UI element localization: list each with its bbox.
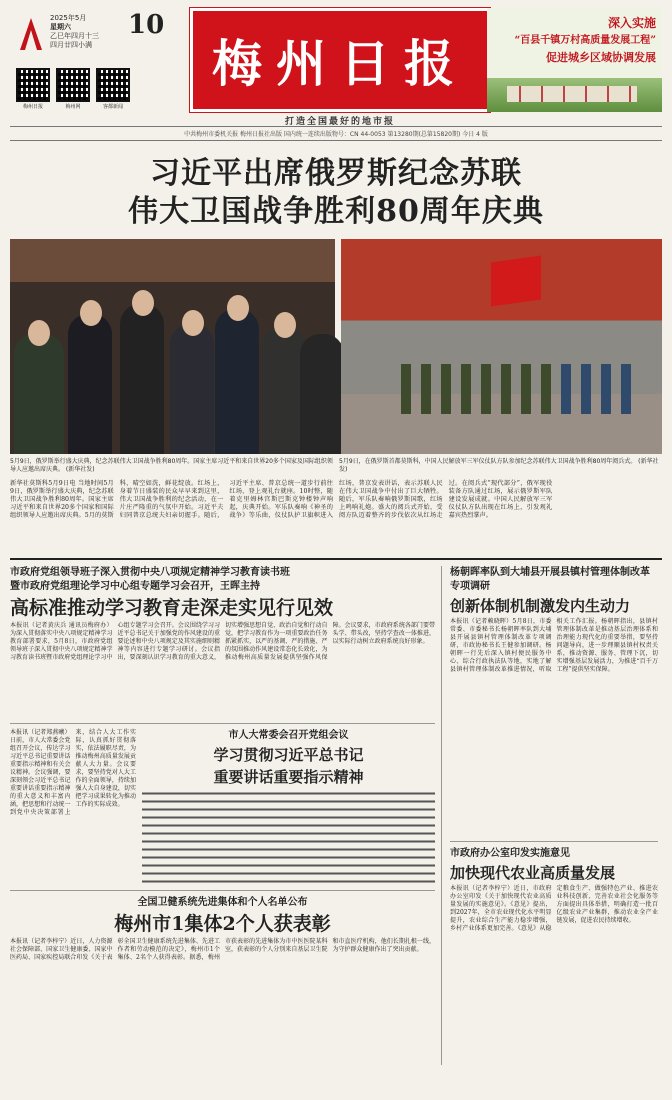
photo-captions <box>10 458 662 474</box>
headline-line-2: 伟大卫国战争胜利80周年庆典 <box>128 194 544 229</box>
lead-photos <box>10 239 662 454</box>
face <box>274 312 296 338</box>
story2-text-block <box>142 791 435 885</box>
headline-line-1: 习近平出席俄罗斯纪念苏联 <box>150 156 522 191</box>
caption-left: 5月9日，俄罗斯举行盛大庆典，纪念苏联伟大卫国战争胜利80周年。国家主席习近平和来自世界20多个国家及国际组织领导人应邀出席庆典。 (新华社发) <box>10 458 333 473</box>
story-row <box>10 729 435 885</box>
soldier-figure <box>401 364 411 414</box>
story1-title: 高标准推动学习教育走深走实见行见效 <box>10 597 334 619</box>
story5-kicker: 市政府办公室印发实施意见 <box>450 848 570 859</box>
face <box>182 310 204 336</box>
divider <box>10 723 435 724</box>
guest-figure <box>215 309 259 454</box>
divider <box>450 841 658 842</box>
story2-title-line-2: 重要讲话重要指示精神 <box>213 768 364 786</box>
soldier-figure <box>421 364 431 414</box>
qr-caption: 梅州网 <box>65 104 81 110</box>
promo-line-1: 深入实施 <box>607 16 656 30</box>
story-modern-agriculture[interactable] <box>450 847 658 1065</box>
soldier-figure <box>521 364 531 414</box>
village-scene-illustration <box>487 78 662 112</box>
soldier-figure <box>481 364 491 414</box>
story2-title-line-1: 学习贯彻习近平总书记 <box>213 746 364 764</box>
photo-parade-red-square[interactable] <box>341 239 662 454</box>
guest-figure <box>300 334 344 454</box>
story1-kicker-2: 暨市政府党组理论学习中心组专题学习会召开，王晖主持 <box>10 581 260 592</box>
date-panel <box>10 8 180 112</box>
masthead <box>10 8 662 127</box>
right-stories <box>450 566 658 1065</box>
story3-kicker: 全国卫健系统先进集体和个人名单公布 <box>137 897 308 908</box>
solar-term: 四月廿四小满 <box>50 41 92 49</box>
lead-headline[interactable] <box>10 155 662 231</box>
qr-item[interactable] <box>16 68 50 110</box>
veteran-figure <box>14 334 64 454</box>
date-year-month: 2025年5月 <box>50 14 87 22</box>
promo-box[interactable] <box>487 8 662 112</box>
story3-title: 梅州市1集体2个人获表彰 <box>114 913 331 935</box>
newspaper-logo-icon <box>16 14 46 54</box>
soldier-figure <box>441 364 451 414</box>
newspaper-title-banner <box>190 8 490 112</box>
divider <box>10 890 435 891</box>
face <box>132 290 154 316</box>
lunar-date: 乙巳年四月十三 <box>50 32 99 40</box>
face <box>227 295 249 321</box>
qr-code-icon <box>16 68 50 102</box>
caption-right: 5月9日，在俄罗斯首都莫斯科，中国人民解放军三军仪仗队方队参加纪念苏联伟大卫国战争胜利80周年阅兵式。 (新华社发) <box>339 458 659 473</box>
guest-figure <box>170 324 214 454</box>
qr-item[interactable] <box>96 68 130 110</box>
story5-body: 本报讯（记者李梓宁）近日，市政府办公室印发《关于加快现代农业高质量发展的实施意见》。《意见》提出，到2027年，全市农业现代化水平明显提升，农业综合生产能力稳步增强，乡村产业体系更加完善。《意见》从稳定粮食生产、做强特色产业、推进农业科技创新、完善农业社会化服务等方面提出具体举措，明确打造一批百亿级农业产业集群，推动农业全产业链发展，促进农民持续增收。 <box>450 885 658 932</box>
story4-body: 本报讯（记者赖晓晖）5月8日，市委常委、市委秘书长杨朝晖率队到大埔县开展县镇村管理体制改革专项调研，市政协秘书长王健参加调研。杨朝晖一行先后深入镇村便民服务中心、综合行政执法队等地，实地了解县镇村管理体制改革推进情况，听取相关工作汇报。杨朝晖指出，县镇村管理体制改革是推动基层治理体系和治理能力现代化的重要举措，要坚持问题导向，进一步理顺县镇村权责关系，推动资源、服务、管理下沉，切实增强基层发展活力，为推进“百千万工程”提供坚实保障。 <box>450 618 658 673</box>
date-weekday: 星期六 <box>50 23 71 31</box>
soldier-figure <box>501 364 511 414</box>
qr-code-icon <box>56 68 90 102</box>
story2-kicker: 市人大常委会召开党组会议 <box>228 730 349 741</box>
soldier-figure <box>541 364 551 414</box>
soldier-figure <box>581 364 591 414</box>
soldier-figure <box>461 364 471 414</box>
story-reform-survey[interactable] <box>450 566 658 836</box>
leader-figure <box>68 314 112 454</box>
date-text <box>50 14 99 50</box>
story1-kicker-1: 市政府党组领导班子深入贯彻中央八项规定精神学习教育读书班 <box>10 567 290 578</box>
qr-caption: 客都新闻 <box>102 104 123 110</box>
story1-body: 本报讯（记者黄庆兵 通讯员梅府办）为深入贯彻落实中央八项规定精神学习教育部署要求，5月8日，市政府党组领导班子深入贯彻中央八项规定精神学习教育读书班暨市政府党组理论学习中心组专题学习会召开。会议围绕学习习近平总书记关于加强党的作风建设的重要论述和中央八项规定及其实施细则精神等内容进行专题学习研讨。会议指出，要深刻认识学习教育的重大意义，切实增强思想自觉、政治自觉和行动自觉，把学习教育作为一项重要政治任务抓紧抓实，以严的基调、严的措施、严的氛围推动作风建设常态化长效化，为推动梅州高质量发展提供坚强作风保障。会议要求，市政府系统各部门要带头学、带头改，坚持学查改一体推进，以实际行动树立政府系统良好形象。 <box>10 622 435 661</box>
story4-kicker: 杨朝晖率队到大埔县开展县镇村管理体制改革专项调研 <box>450 567 650 592</box>
story2-body: 本报讯（记者郑燕曦）日前，市人大常委会党组召开会议，传达学习习近平总书记重要讲话重要指示精神和有关会议精神。会议强调，要深刻领会习近平总书记重要讲话重要指示精神的重大意义和丰富内涵，把思想和行动统一到党中央决策部署上来，结合人大工作实际，认真抓好贯彻落实，依法履职尽责，为推动梅州高质量发展贡献人大力量。会议要求，要坚持党对人大工作的全面领导，持续加强人大自身建设，切实把学习成果转化为推动工作的实际成效。 <box>10 729 136 816</box>
newspaper-slogan: 打造全国最好的地市报 <box>284 117 395 127</box>
qr-code-icon <box>96 68 130 102</box>
qr-code-row <box>16 68 130 110</box>
story-health-awards[interactable] <box>10 896 435 994</box>
story-people-congress[interactable] <box>142 729 435 885</box>
leader-figure <box>120 304 164 454</box>
face <box>28 320 50 346</box>
lead-article-body: 新华社莫斯科5月9日电 当地时间5月9日，俄罗斯举行盛大庆典，纪念苏联伟大卫国战争胜利80周年。国家主席习近平和来自世界20多个国家和国际组织领导人应邀出席庆典。5月的莫斯科，晴空如洗，鲜花绽放。红场上，身着节日盛装的民众早早来到这里，伟大卫国战争胜利的纪念活动，在一片庄严隆重的气氛中开始。习近平夫妇同普京总统夫妇亲切握手。随后，习近平主席、普京总统一道步行前往红场，登上观礼台就座。10时整，随着克里姆林宫斯巴斯克钟楼钟声响起，庆典开始。军乐队奏响《神圣的战争》等乐曲，仪仗队护卫旗帜进入红场，普京发表讲话，表示苏联人民在伟大卫国战争中付出了巨大牺牲。随后，军乐队奏响俄罗斯国歌，红场上鸣响礼炮。盛大的阅兵式开始，受阅方队迈着整齐的步伐依次从红场走过。在阅兵式“现代部分”，俄军现役装备方队通过红场，展示俄罗斯军队建设发展成就。中国人民解放军三军仪仗队方队出现在红场上，引发观礼嘉宾热烈掌声。 <box>10 480 553 519</box>
promo-line-2: “百县千镇万村高质量发展工程” <box>514 35 656 46</box>
qr-caption: 梅州日报 <box>22 104 43 110</box>
story2-left-body <box>10 729 136 885</box>
soldier-figure <box>561 364 571 414</box>
flag-shape <box>491 255 541 306</box>
imprint-line: 中共梅州市委机关报 梅州日报社出版 国内统一连续出版物号：CN 44-0053 第13280期(总第15820期) 今日 4 版 <box>10 126 662 141</box>
story3-body: 本报讯（记者李梓宁）近日，人力资源社会保障部、国家卫生健康委、国家中医药局、国家疾控局联合印发《关于表彰全国卫生健康系统先进集体、先进工作者和劳动模范的决定》，梅州市1个集体、2名个人获得表彰。据悉，梅州市获表彰的先进集体为市中医医院某科室，获表彰的个人分别来自基层卫生院和市直医疗机构，他们长期扎根一线，为守护群众健康作出了突出贡献。 <box>10 938 435 961</box>
newspaper-title: 梅州日报 <box>212 34 468 93</box>
left-stories <box>10 566 442 1065</box>
soldier-figure <box>621 364 631 414</box>
story5-title: 加快现代农业高质量发展 <box>450 864 616 882</box>
photo-leaders-ceremony[interactable] <box>10 239 335 454</box>
story4-title: 创新体制机制激发内生动力 <box>450 597 631 615</box>
section-rule <box>10 558 662 560</box>
soldier-figure <box>601 364 611 414</box>
qr-item[interactable] <box>56 68 90 110</box>
day-number: 10 <box>128 10 165 40</box>
story-study-session[interactable] <box>10 566 435 718</box>
lower-section <box>10 566 662 1065</box>
face <box>80 300 102 326</box>
promo-line-3: 促进城乡区域协调发展 <box>546 51 656 64</box>
